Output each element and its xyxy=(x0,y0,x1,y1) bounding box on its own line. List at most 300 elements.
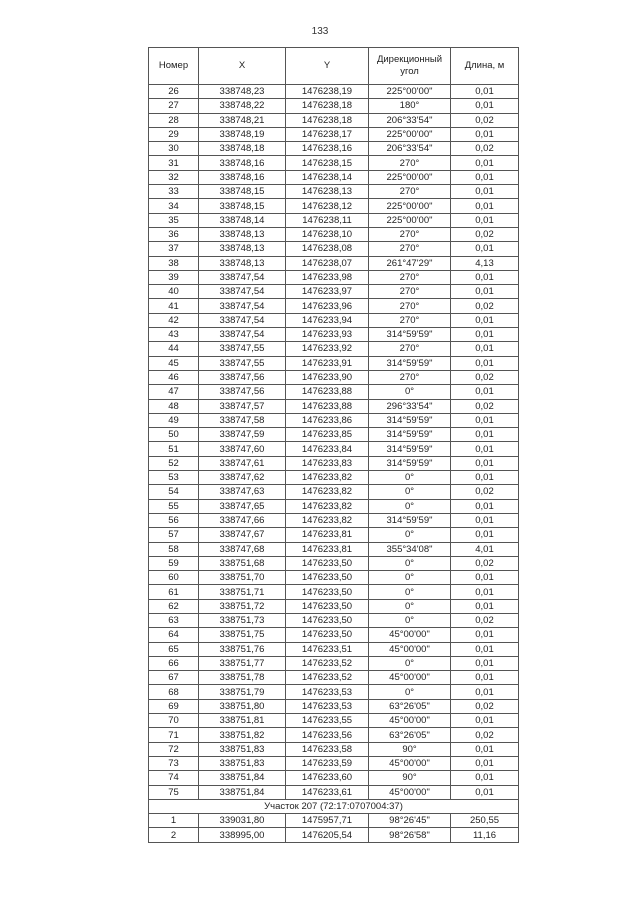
cell-number: 68 xyxy=(149,685,199,699)
cell-length: 0,01 xyxy=(451,242,519,256)
cell-length: 0,01 xyxy=(451,571,519,585)
cell-y: 1476233,82 xyxy=(286,499,369,513)
table-row xyxy=(149,642,519,656)
cell-direction-angle: 63°26'05" xyxy=(369,699,451,713)
cell-length: 0,01 xyxy=(451,771,519,785)
cell-number: 56 xyxy=(149,513,199,527)
cell-length: 0,02 xyxy=(451,699,519,713)
cell-x: 338747,66 xyxy=(199,513,286,527)
cell-direction-angle: 270° xyxy=(369,156,451,170)
cell-direction-angle: 0° xyxy=(369,685,451,699)
cell-direction-angle: 270° xyxy=(369,270,451,284)
table-row xyxy=(149,613,519,627)
table-row xyxy=(149,428,519,442)
cell-x: 338747,54 xyxy=(199,285,286,299)
cell-direction-angle: 98°26'58" xyxy=(369,828,451,842)
cell-number: 50 xyxy=(149,428,199,442)
cell-number: 53 xyxy=(149,471,199,485)
cell-y: 1476233,82 xyxy=(286,513,369,527)
cell-x: 338748,21 xyxy=(199,113,286,127)
cell-direction-angle: 314°59'59" xyxy=(369,513,451,527)
cell-x: 338748,18 xyxy=(199,142,286,156)
cell-length: 0,01 xyxy=(451,199,519,213)
cell-y: 1476233,50 xyxy=(286,556,369,570)
cell-length: 0,01 xyxy=(451,585,519,599)
cell-direction-angle: 0° xyxy=(369,613,451,627)
cell-x: 338747,57 xyxy=(199,399,286,413)
table-row xyxy=(149,313,519,327)
cell-y: 1476233,59 xyxy=(286,756,369,770)
cell-number: 28 xyxy=(149,113,199,127)
cell-length: 0,02 xyxy=(451,113,519,127)
cell-length: 0,01 xyxy=(451,328,519,342)
cell-length: 0,01 xyxy=(451,156,519,170)
cell-x: 338751,77 xyxy=(199,656,286,670)
cell-direction-angle: 261°47'29" xyxy=(369,256,451,270)
cell-y: 1476233,88 xyxy=(286,399,369,413)
cell-number: 44 xyxy=(149,342,199,356)
cell-number: 32 xyxy=(149,170,199,184)
cell-length: 0,01 xyxy=(451,742,519,756)
cell-length: 0,02 xyxy=(451,370,519,384)
cell-number: 30 xyxy=(149,142,199,156)
cell-direction-angle: 0° xyxy=(369,656,451,670)
cell-length: 0,01 xyxy=(451,671,519,685)
cell-y: 1476233,60 xyxy=(286,771,369,785)
cell-number: 57 xyxy=(149,528,199,542)
cell-length: 4,13 xyxy=(451,256,519,270)
cell-x: 338747,58 xyxy=(199,413,286,427)
cell-x: 338747,55 xyxy=(199,342,286,356)
table-row xyxy=(149,399,519,413)
cell-x: 338751,83 xyxy=(199,742,286,756)
cell-direction-angle: 206°33'54" xyxy=(369,113,451,127)
cell-direction-angle: 90° xyxy=(369,771,451,785)
cell-y: 1476238,07 xyxy=(286,256,369,270)
table-row xyxy=(149,756,519,770)
cell-y: 1476238,08 xyxy=(286,242,369,256)
cell-number: 74 xyxy=(149,771,199,785)
cell-y: 1476233,84 xyxy=(286,442,369,456)
cell-length: 0,01 xyxy=(451,127,519,141)
cell-number: 39 xyxy=(149,270,199,284)
cell-y: 1475957,71 xyxy=(286,814,369,828)
table-row xyxy=(149,285,519,299)
header-row xyxy=(149,48,519,85)
cell-x: 338751,83 xyxy=(199,756,286,770)
cell-x: 338751,82 xyxy=(199,728,286,742)
table-row xyxy=(149,456,519,470)
cell-y: 1476233,92 xyxy=(286,342,369,356)
cell-direction-angle: 90° xyxy=(369,742,451,756)
cell-number: 49 xyxy=(149,413,199,427)
cell-direction-angle: 270° xyxy=(369,227,451,241)
table-row xyxy=(149,656,519,670)
table-row xyxy=(149,585,519,599)
table-row xyxy=(149,199,519,213)
cell-x: 338747,61 xyxy=(199,456,286,470)
cell-number: 58 xyxy=(149,542,199,556)
cell-direction-angle: 270° xyxy=(369,242,451,256)
table-row xyxy=(149,571,519,585)
cell-direction-angle: 0° xyxy=(369,471,451,485)
cell-number: 71 xyxy=(149,728,199,742)
cell-x: 338747,54 xyxy=(199,270,286,284)
table-row xyxy=(149,556,519,570)
cell-direction-angle: 270° xyxy=(369,342,451,356)
cell-y: 1476238,14 xyxy=(286,170,369,184)
cell-x: 338751,75 xyxy=(199,628,286,642)
cell-x: 338751,81 xyxy=(199,714,286,728)
cell-direction-angle: 314°59'59" xyxy=(369,356,451,370)
header-y: Y xyxy=(286,48,369,85)
cell-direction-angle: 225°00'00" xyxy=(369,127,451,141)
table-row xyxy=(149,413,519,427)
cell-length: 0,01 xyxy=(451,313,519,327)
cell-number: 41 xyxy=(149,299,199,313)
cell-direction-angle: 314°59'59" xyxy=(369,442,451,456)
cell-y: 1476233,56 xyxy=(286,728,369,742)
table-row xyxy=(149,85,519,99)
cell-y: 1476238,19 xyxy=(286,85,369,99)
cell-length: 0,02 xyxy=(451,142,519,156)
cell-length: 0,02 xyxy=(451,399,519,413)
cell-x: 338748,13 xyxy=(199,242,286,256)
table-row xyxy=(149,113,519,127)
cell-x: 338748,14 xyxy=(199,213,286,227)
cell-x: 338751,78 xyxy=(199,671,286,685)
cell-length: 0,01 xyxy=(451,656,519,670)
cell-x: 338751,68 xyxy=(199,556,286,570)
cell-x: 338748,16 xyxy=(199,156,286,170)
cell-y: 1476233,88 xyxy=(286,385,369,399)
cell-y: 1476233,90 xyxy=(286,370,369,384)
cell-number: 60 xyxy=(149,571,199,585)
cell-number: 36 xyxy=(149,227,199,241)
cell-length: 0,01 xyxy=(451,85,519,99)
cell-number: 48 xyxy=(149,399,199,413)
cell-number: 72 xyxy=(149,742,199,756)
table-row xyxy=(149,628,519,642)
cell-number: 1 xyxy=(149,814,199,828)
cell-number: 65 xyxy=(149,642,199,656)
cell-number: 31 xyxy=(149,156,199,170)
table-row xyxy=(149,785,519,799)
cell-y: 1476233,52 xyxy=(286,671,369,685)
cell-length: 0,02 xyxy=(451,485,519,499)
table-row xyxy=(149,542,519,556)
cell-y: 1476238,13 xyxy=(286,185,369,199)
cell-length: 4,01 xyxy=(451,542,519,556)
cell-direction-angle: 0° xyxy=(369,599,451,613)
table-row xyxy=(149,599,519,613)
cell-y: 1476233,50 xyxy=(286,571,369,585)
page-number: 133 xyxy=(311,26,329,37)
cell-length: 0,01 xyxy=(451,442,519,456)
table-row xyxy=(149,342,519,356)
cell-y: 1476233,83 xyxy=(286,456,369,470)
cell-y: 1476238,17 xyxy=(286,127,369,141)
table-row xyxy=(149,499,519,513)
cell-number: 26 xyxy=(149,85,199,99)
cell-length: 0,01 xyxy=(451,356,519,370)
cell-number: 2 xyxy=(149,828,199,842)
table-row xyxy=(149,814,519,828)
cell-number: 35 xyxy=(149,213,199,227)
cell-y: 1476233,58 xyxy=(286,742,369,756)
cell-x: 338751,84 xyxy=(199,771,286,785)
cell-y: 1476233,52 xyxy=(286,656,369,670)
cell-length: 11,16 xyxy=(451,828,519,842)
cell-y: 1476233,86 xyxy=(286,413,369,427)
cell-y: 1476233,97 xyxy=(286,285,369,299)
cell-number: 38 xyxy=(149,256,199,270)
cell-length: 0,01 xyxy=(451,342,519,356)
cell-direction-angle: 98°26'45" xyxy=(369,814,451,828)
cell-y: 1476205,54 xyxy=(286,828,369,842)
cell-direction-angle: 270° xyxy=(369,285,451,299)
cell-length: 0,01 xyxy=(451,285,519,299)
table-row xyxy=(149,270,519,284)
cell-direction-angle: 0° xyxy=(369,571,451,585)
header-length: Длина, м xyxy=(451,48,519,85)
cell-x: 339031,80 xyxy=(199,814,286,828)
table-row xyxy=(149,227,519,241)
cell-number: 51 xyxy=(149,442,199,456)
cell-y: 1476233,98 xyxy=(286,270,369,284)
cell-direction-angle: 355°34'08" xyxy=(369,542,451,556)
table-row xyxy=(149,485,519,499)
cell-length: 0,01 xyxy=(451,428,519,442)
cell-number: 59 xyxy=(149,556,199,570)
cell-direction-angle: 270° xyxy=(369,185,451,199)
cell-direction-angle: 45°00'00" xyxy=(369,714,451,728)
cell-x: 338751,73 xyxy=(199,613,286,627)
cell-direction-angle: 225°00'00" xyxy=(369,170,451,184)
table-row xyxy=(149,242,519,256)
cell-number: 46 xyxy=(149,370,199,384)
cell-direction-angle: 0° xyxy=(369,485,451,499)
cell-direction-angle: 0° xyxy=(369,556,451,570)
table-row xyxy=(149,528,519,542)
cell-number: 69 xyxy=(149,699,199,713)
cell-number: 40 xyxy=(149,285,199,299)
header-direction-angle: Дирекционный угол xyxy=(369,48,451,85)
cell-length: 0,02 xyxy=(451,299,519,313)
table-row xyxy=(149,699,519,713)
cell-x: 338747,65 xyxy=(199,499,286,513)
cell-direction-angle: 45°00'00" xyxy=(369,785,451,799)
table-row xyxy=(149,742,519,756)
cell-direction-angle: 225°00'00" xyxy=(369,213,451,227)
cell-number: 63 xyxy=(149,613,199,627)
table-row xyxy=(149,142,519,156)
cell-length: 250,55 xyxy=(451,814,519,828)
cell-number: 55 xyxy=(149,499,199,513)
cell-x: 338747,56 xyxy=(199,385,286,399)
cell-length: 0,02 xyxy=(451,227,519,241)
cell-length: 0,01 xyxy=(451,628,519,642)
cell-length: 0,01 xyxy=(451,456,519,470)
table-row xyxy=(149,513,519,527)
cell-x: 338747,68 xyxy=(199,542,286,556)
cell-number: 62 xyxy=(149,599,199,613)
table-row xyxy=(149,671,519,685)
cell-y: 1476233,55 xyxy=(286,714,369,728)
cell-x: 338747,54 xyxy=(199,313,286,327)
cell-length: 0,01 xyxy=(451,599,519,613)
cell-y: 1476238,18 xyxy=(286,99,369,113)
cell-y: 1476233,50 xyxy=(286,585,369,599)
table-row xyxy=(149,442,519,456)
cell-number: 43 xyxy=(149,328,199,342)
cell-x: 338747,56 xyxy=(199,370,286,384)
table-row xyxy=(149,185,519,199)
cell-direction-angle: 0° xyxy=(369,385,451,399)
cell-direction-angle: 45°00'00" xyxy=(369,642,451,656)
cell-y: 1476238,15 xyxy=(286,156,369,170)
cell-x: 338751,76 xyxy=(199,642,286,656)
cell-length: 0,01 xyxy=(451,170,519,184)
cell-number: 45 xyxy=(149,356,199,370)
cell-number: 33 xyxy=(149,185,199,199)
table-row xyxy=(149,728,519,742)
cell-length: 0,01 xyxy=(451,385,519,399)
cell-y: 1476238,11 xyxy=(286,213,369,227)
cell-x: 338747,54 xyxy=(199,328,286,342)
table-row xyxy=(149,370,519,384)
cell-x: 338747,54 xyxy=(199,299,286,313)
table-row xyxy=(149,471,519,485)
header-x: X xyxy=(199,48,286,85)
cell-x: 338747,59 xyxy=(199,428,286,442)
table-row xyxy=(149,356,519,370)
header-number: Номер xyxy=(149,48,199,85)
cell-y: 1476233,51 xyxy=(286,642,369,656)
cell-x: 338748,15 xyxy=(199,199,286,213)
cell-direction-angle: 270° xyxy=(369,370,451,384)
cell-x: 338747,55 xyxy=(199,356,286,370)
cell-x: 338748,23 xyxy=(199,85,286,99)
cell-y: 1476233,53 xyxy=(286,699,369,713)
cell-direction-angle: 270° xyxy=(369,299,451,313)
cell-number: 67 xyxy=(149,671,199,685)
cell-number: 42 xyxy=(149,313,199,327)
cell-number: 73 xyxy=(149,756,199,770)
section-title: Участок 207 (72:17:0707004:37) xyxy=(149,799,519,813)
cell-length: 0,01 xyxy=(451,213,519,227)
cell-x: 338995,00 xyxy=(199,828,286,842)
cell-direction-angle: 45°00'00" xyxy=(369,628,451,642)
cell-x: 338748,22 xyxy=(199,99,286,113)
cell-y: 1476233,81 xyxy=(286,542,369,556)
cell-y: 1476233,50 xyxy=(286,599,369,613)
cell-length: 0,02 xyxy=(451,556,519,570)
cell-length: 0,01 xyxy=(451,685,519,699)
cell-x: 338751,80 xyxy=(199,699,286,713)
cell-x: 338751,71 xyxy=(199,585,286,599)
cell-length: 0,01 xyxy=(451,413,519,427)
cell-x: 338751,79 xyxy=(199,685,286,699)
cell-number: 29 xyxy=(149,127,199,141)
cell-number: 52 xyxy=(149,456,199,470)
cell-number: 64 xyxy=(149,628,199,642)
cell-x: 338747,60 xyxy=(199,442,286,456)
cell-x: 338747,63 xyxy=(199,485,286,499)
cell-number: 75 xyxy=(149,785,199,799)
cell-y: 1476238,18 xyxy=(286,113,369,127)
cell-number: 66 xyxy=(149,656,199,670)
cell-x: 338751,70 xyxy=(199,571,286,585)
cell-y: 1476233,61 xyxy=(286,785,369,799)
table-row xyxy=(149,99,519,113)
cell-y: 1476238,16 xyxy=(286,142,369,156)
table-row xyxy=(149,328,519,342)
table-row xyxy=(149,156,519,170)
cell-length: 0,02 xyxy=(451,613,519,627)
cell-length: 0,01 xyxy=(451,99,519,113)
cell-y: 1476233,94 xyxy=(286,313,369,327)
section-title-row xyxy=(149,799,519,813)
cell-y: 1476233,93 xyxy=(286,328,369,342)
cell-x: 338748,13 xyxy=(199,227,286,241)
cell-y: 1476238,12 xyxy=(286,199,369,213)
table-row xyxy=(149,714,519,728)
cell-direction-angle: 0° xyxy=(369,528,451,542)
cell-length: 0,01 xyxy=(451,185,519,199)
cell-y: 1476233,85 xyxy=(286,428,369,442)
cell-number: 61 xyxy=(149,585,199,599)
cell-direction-angle: 296°33'54" xyxy=(369,399,451,413)
cell-y: 1476233,50 xyxy=(286,613,369,627)
cell-length: 0,01 xyxy=(451,642,519,656)
cell-y: 1476233,91 xyxy=(286,356,369,370)
cell-x: 338751,84 xyxy=(199,785,286,799)
table-row xyxy=(149,771,519,785)
table-row xyxy=(149,385,519,399)
cell-number: 70 xyxy=(149,714,199,728)
cell-direction-angle: 45°00'00" xyxy=(369,671,451,685)
cell-y: 1476233,53 xyxy=(286,685,369,699)
cell-direction-angle: 314°59'59" xyxy=(369,428,451,442)
table-row xyxy=(149,170,519,184)
cell-direction-angle: 225°00'00" xyxy=(369,85,451,99)
cell-x: 338747,62 xyxy=(199,471,286,485)
cell-direction-angle: 180° xyxy=(369,99,451,113)
cell-direction-angle: 206°33'54" xyxy=(369,142,451,156)
cell-x: 338748,15 xyxy=(199,185,286,199)
cell-x: 338748,13 xyxy=(199,256,286,270)
cell-length: 0,01 xyxy=(451,785,519,799)
cell-number: 27 xyxy=(149,99,199,113)
cell-direction-angle: 63°26'05" xyxy=(369,728,451,742)
coordinates-table xyxy=(148,47,519,843)
cell-length: 0,01 xyxy=(451,471,519,485)
table-row xyxy=(149,685,519,699)
cell-direction-angle: 0° xyxy=(369,585,451,599)
cell-x: 338751,72 xyxy=(199,599,286,613)
cell-x: 338747,67 xyxy=(199,528,286,542)
cell-y: 1476233,82 xyxy=(286,485,369,499)
cell-direction-angle: 225°00'00" xyxy=(369,199,451,213)
table-row xyxy=(149,828,519,842)
cell-y: 1476238,10 xyxy=(286,227,369,241)
table-row xyxy=(149,299,519,313)
cell-length: 0,02 xyxy=(451,728,519,742)
cell-length: 0,01 xyxy=(451,528,519,542)
cell-y: 1476233,50 xyxy=(286,628,369,642)
cell-length: 0,01 xyxy=(451,270,519,284)
